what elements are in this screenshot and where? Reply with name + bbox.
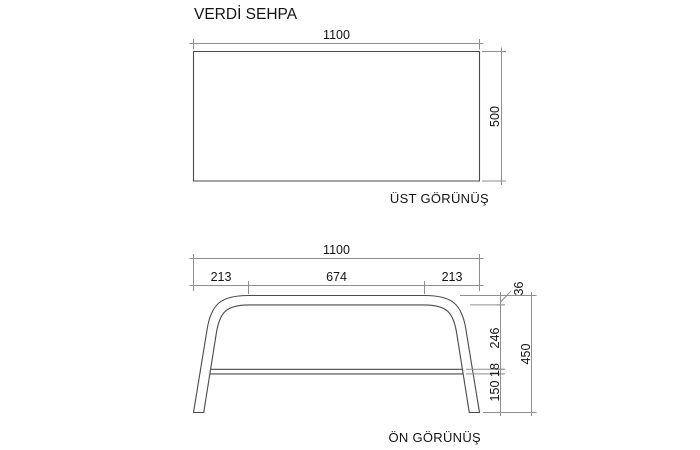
front-view-label: ÖN GÖRÜNÜŞ [388, 430, 481, 445]
front-view [190, 243, 537, 445]
dimension-value-top-to-shelf: 246 [488, 327, 502, 349]
dimension-value-shelf-thickness: 18 [488, 363, 502, 377]
dimension-value-right-corner: 213 [441, 270, 463, 284]
dimension-value-shelf-to-floor: 150 [488, 380, 502, 402]
front-view-total-height-dimension [519, 292, 536, 416]
dimension-value-top-thickness: 36 [512, 281, 526, 296]
dimension-value-total-width: 1100 [323, 243, 350, 257]
dimension-value-left-corner: 213 [210, 270, 232, 284]
leader-line [501, 291, 512, 302]
front-view-segment-dimensions [190, 270, 484, 294]
drawing-title: VERDİ SEHPA [194, 6, 298, 23]
dimension-value-middle-span: 674 [326, 270, 347, 284]
top-view-width-dimension [190, 28, 484, 50]
tabletop-outline [194, 52, 480, 182]
top-view-label: ÜST GÖRÜNÜŞ [389, 191, 489, 206]
lower-shelf [210, 369, 463, 374]
top-view [190, 28, 507, 206]
dimension-value-width: 1100 [323, 28, 350, 42]
dimension-value-depth: 500 [488, 106, 502, 127]
table-frame-profile [194, 296, 480, 413]
dimension-value-total-height: 450 [519, 343, 533, 365]
top-view-depth-dimension [482, 48, 506, 186]
